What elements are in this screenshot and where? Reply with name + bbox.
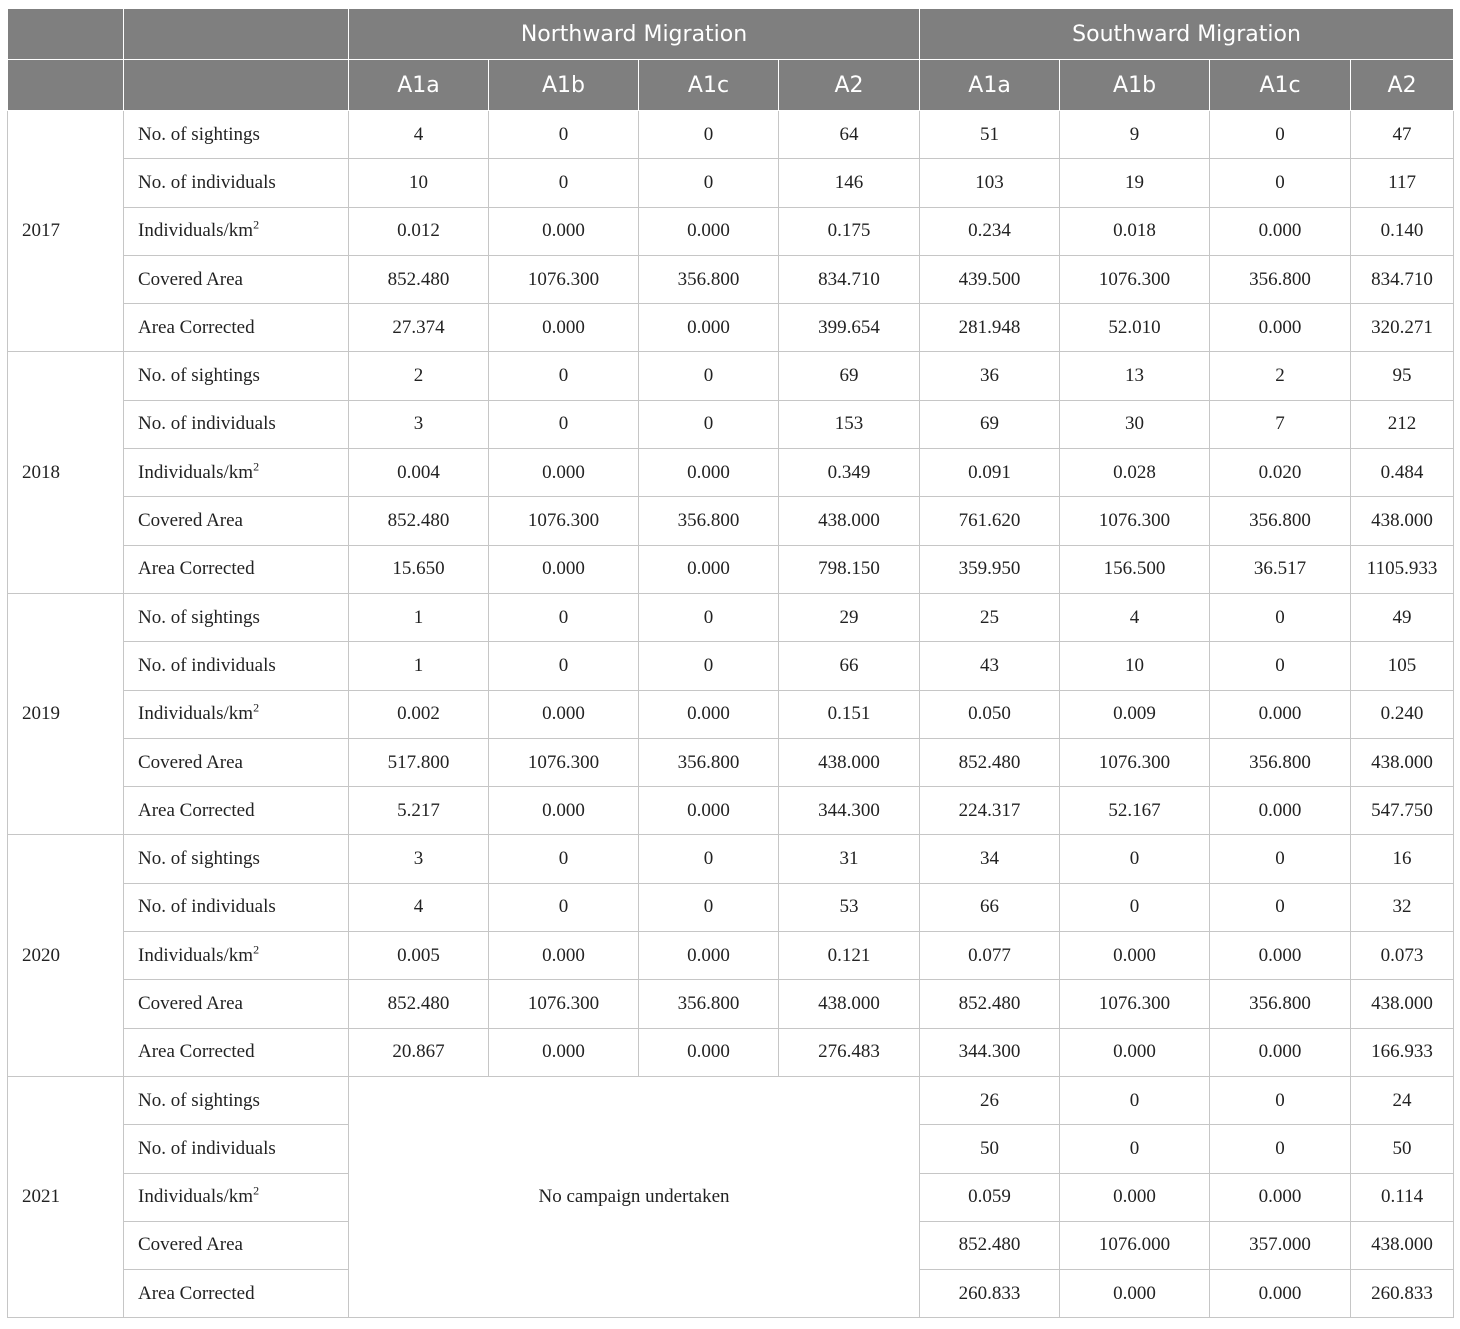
value-cell: 0 (489, 159, 639, 207)
value-cell: 0.002 (349, 690, 489, 738)
value-cell: 356.800 (1210, 980, 1351, 1028)
value-cell: 0.000 (489, 545, 639, 593)
value-cell: 0.000 (639, 1028, 779, 1076)
metric-label: Covered Area (124, 255, 349, 303)
year-cell: 2021 (8, 1076, 124, 1317)
value-cell: 438.000 (1351, 1221, 1454, 1269)
value-cell: 276.483 (779, 1028, 920, 1076)
year-cell: 2017 (8, 111, 124, 352)
value-cell: 27.374 (349, 304, 489, 352)
metric-label: Area Corrected (124, 1028, 349, 1076)
value-cell: 260.833 (1351, 1270, 1454, 1318)
value-cell: 0 (489, 593, 639, 641)
metric-label: No. of sightings (124, 1076, 349, 1124)
year-cell: 2020 (8, 835, 124, 1076)
metric-label: No. of sightings (124, 352, 349, 400)
value-cell: 0.000 (1060, 1270, 1210, 1318)
value-cell: 15.650 (349, 545, 489, 593)
value-cell: 0.000 (639, 449, 779, 497)
header-north-a2: A2 (779, 60, 920, 111)
table-row (8, 1028, 1454, 1076)
value-cell: 852.480 (349, 497, 489, 545)
metric-label (124, 932, 349, 980)
value-cell: 356.800 (639, 738, 779, 786)
metric-label (124, 449, 349, 497)
metric-label: No. of individuals (124, 1125, 349, 1173)
value-cell: 0.077 (920, 932, 1060, 980)
metric-label: Covered Area (124, 497, 349, 545)
metric-label-superscript: 2 (253, 459, 260, 474)
table-row (8, 932, 1454, 980)
value-cell: 10 (1060, 642, 1210, 690)
value-cell: 0.000 (1210, 207, 1351, 255)
value-cell: 798.150 (779, 545, 920, 593)
metric-label-text: Individuals/km (138, 703, 254, 725)
header-south-a1b: A1b (1060, 60, 1210, 111)
value-cell: 0 (1060, 1076, 1210, 1124)
metric-label-superscript: 2 (253, 217, 260, 232)
header-row-groups (8, 9, 1454, 60)
value-cell: 69 (779, 352, 920, 400)
table-row (8, 835, 1454, 883)
metric-label: No. of sightings (124, 111, 349, 159)
value-cell: 103 (920, 159, 1060, 207)
header-north-a1c: A1c (639, 60, 779, 111)
value-cell: 0.000 (489, 1028, 639, 1076)
value-cell: 36.517 (1210, 545, 1351, 593)
value-cell: 0.000 (489, 449, 639, 497)
header-north-a1b: A1b (489, 60, 639, 111)
value-cell: 0.140 (1351, 207, 1454, 255)
table-row (8, 883, 1454, 931)
value-cell: 0.000 (1060, 932, 1210, 980)
value-cell: 0.000 (639, 304, 779, 352)
value-cell: 47 (1351, 111, 1454, 159)
value-cell: 1076.300 (1060, 255, 1210, 303)
value-cell: 0.073 (1351, 932, 1454, 980)
value-cell: 0 (639, 883, 779, 931)
value-cell: 0.059 (920, 1173, 1060, 1221)
value-cell: 0 (1210, 1125, 1351, 1173)
metric-label: Covered Area (124, 980, 349, 1028)
value-cell: 66 (779, 642, 920, 690)
value-cell: 0 (639, 400, 779, 448)
value-cell: 0.000 (639, 545, 779, 593)
value-cell: 0.175 (779, 207, 920, 255)
value-cell: 0.234 (920, 207, 1060, 255)
value-cell: 0 (1210, 593, 1351, 641)
value-cell: 547.750 (1351, 787, 1454, 835)
value-cell: 344.300 (920, 1028, 1060, 1076)
table-row (8, 255, 1454, 303)
value-cell: 0.121 (779, 932, 920, 980)
value-cell: 0 (639, 593, 779, 641)
header-south-a2: A2 (1351, 60, 1454, 111)
value-cell: 50 (1351, 1125, 1454, 1173)
value-cell: 1076.300 (1060, 980, 1210, 1028)
value-cell: 24 (1351, 1076, 1454, 1124)
value-cell: 153 (779, 400, 920, 448)
value-cell: 4 (349, 883, 489, 931)
value-cell: 69 (920, 400, 1060, 448)
value-cell: 4 (349, 111, 489, 159)
header-empty-year (8, 9, 124, 60)
value-cell: 51 (920, 111, 1060, 159)
no-campaign-note: No campaign undertaken (349, 1076, 920, 1317)
value-cell: 0.000 (1210, 787, 1351, 835)
metric-label: No. of individuals (124, 642, 349, 690)
value-cell: 0.000 (1060, 1028, 1210, 1076)
value-cell: 0 (1060, 835, 1210, 883)
value-cell: 0.000 (489, 787, 639, 835)
value-cell: 260.833 (920, 1270, 1060, 1318)
table-row (8, 642, 1454, 690)
value-cell: 95 (1351, 352, 1454, 400)
value-cell: 0.000 (1210, 1270, 1351, 1318)
value-cell: 0 (1210, 835, 1351, 883)
value-cell: 834.710 (1351, 255, 1454, 303)
value-cell: 0 (489, 642, 639, 690)
value-cell: 105 (1351, 642, 1454, 690)
value-cell: 117 (1351, 159, 1454, 207)
value-cell: 0 (1060, 1125, 1210, 1173)
table-row (8, 159, 1454, 207)
header-empty-year (8, 60, 124, 111)
table-header (8, 9, 1454, 111)
metric-label: Area Corrected (124, 787, 349, 835)
year-cell: 2018 (8, 352, 124, 593)
metric-label (124, 207, 349, 255)
value-cell: 281.948 (920, 304, 1060, 352)
value-cell: 50 (920, 1125, 1060, 1173)
value-cell: 852.480 (349, 980, 489, 1028)
value-cell: 0 (639, 835, 779, 883)
value-cell: 0 (489, 111, 639, 159)
value-cell: 438.000 (779, 980, 920, 1028)
value-cell: 438.000 (1351, 980, 1454, 1028)
value-cell: 1 (349, 642, 489, 690)
value-cell: 36 (920, 352, 1060, 400)
value-cell: 344.300 (779, 787, 920, 835)
value-cell: 356.800 (639, 980, 779, 1028)
metric-label: Area Corrected (124, 304, 349, 352)
header-northward: Northward Migration (349, 9, 920, 60)
value-cell: 2 (1210, 352, 1351, 400)
value-cell: 0.349 (779, 449, 920, 497)
migration-table (7, 8, 1454, 1318)
metric-label: No. of sightings (124, 835, 349, 883)
value-cell: 438.000 (779, 738, 920, 786)
value-cell: 3 (349, 835, 489, 883)
value-cell: 1076.300 (489, 255, 639, 303)
table-row (8, 304, 1454, 352)
value-cell: 0.000 (639, 207, 779, 255)
value-cell: 0 (1210, 883, 1351, 931)
value-cell: 320.271 (1351, 304, 1454, 352)
value-cell: 0 (1060, 883, 1210, 931)
value-cell: 1105.933 (1351, 545, 1454, 593)
value-cell: 2 (349, 352, 489, 400)
value-cell: 1076.000 (1060, 1221, 1210, 1269)
value-cell: 0 (639, 642, 779, 690)
value-cell: 1076.300 (489, 497, 639, 545)
metric-label: No. of individuals (124, 883, 349, 931)
value-cell: 356.800 (1210, 255, 1351, 303)
value-cell: 52.010 (1060, 304, 1210, 352)
value-cell: 0.000 (1210, 932, 1351, 980)
value-cell: 852.480 (349, 255, 489, 303)
value-cell: 0.028 (1060, 449, 1210, 497)
table-row (8, 1076, 1454, 1124)
value-cell: 0 (1210, 642, 1351, 690)
metric-label: Covered Area (124, 738, 349, 786)
value-cell: 0.240 (1351, 690, 1454, 738)
value-cell: 0 (489, 883, 639, 931)
value-cell: 356.800 (639, 497, 779, 545)
value-cell: 0.151 (779, 690, 920, 738)
header-row-areas (8, 60, 1454, 111)
table-row (8, 593, 1454, 641)
value-cell: 438.000 (779, 497, 920, 545)
value-cell: 852.480 (920, 738, 1060, 786)
value-cell: 0.000 (489, 690, 639, 738)
value-cell: 356.800 (1210, 497, 1351, 545)
metric-label-text: Individuals/km (138, 1186, 254, 1208)
metric-label-text: Individuals/km (138, 461, 254, 483)
value-cell: 439.500 (920, 255, 1060, 303)
value-cell: 20.867 (349, 1028, 489, 1076)
metric-label: No. of individuals (124, 400, 349, 448)
value-cell: 0.012 (349, 207, 489, 255)
value-cell: 852.480 (920, 1221, 1060, 1269)
metric-label (124, 1173, 349, 1221)
table-row (8, 400, 1454, 448)
value-cell: 1076.300 (1060, 738, 1210, 786)
value-cell: 4 (1060, 593, 1210, 641)
value-cell: 0.000 (1210, 304, 1351, 352)
value-cell: 3 (349, 400, 489, 448)
value-cell: 31 (779, 835, 920, 883)
value-cell: 0 (1210, 111, 1351, 159)
value-cell: 0.000 (1060, 1173, 1210, 1221)
value-cell: 9 (1060, 111, 1210, 159)
value-cell: 0.000 (1210, 1173, 1351, 1221)
value-cell: 30 (1060, 400, 1210, 448)
header-south-a1c: A1c (1210, 60, 1351, 111)
metric-label-superscript: 2 (253, 1183, 260, 1198)
value-cell: 7 (1210, 400, 1351, 448)
table-row (8, 690, 1454, 738)
value-cell: 0.000 (489, 304, 639, 352)
table-body (8, 111, 1454, 1318)
header-north-a1a: A1a (349, 60, 489, 111)
value-cell: 0 (489, 352, 639, 400)
value-cell: 1076.300 (1060, 497, 1210, 545)
value-cell: 1076.300 (489, 738, 639, 786)
value-cell: 852.480 (920, 980, 1060, 1028)
metric-label: Area Corrected (124, 1270, 349, 1318)
value-cell: 10 (349, 159, 489, 207)
value-cell: 0.000 (639, 932, 779, 980)
value-cell: 43 (920, 642, 1060, 690)
value-cell: 32 (1351, 883, 1454, 931)
metric-label: Area Corrected (124, 545, 349, 593)
value-cell: 64 (779, 111, 920, 159)
value-cell: 224.317 (920, 787, 1060, 835)
value-cell: 146 (779, 159, 920, 207)
value-cell: 0 (639, 159, 779, 207)
value-cell: 13 (1060, 352, 1210, 400)
value-cell: 0.018 (1060, 207, 1210, 255)
value-cell: 0 (489, 400, 639, 448)
metric-label: No. of individuals (124, 159, 349, 207)
value-cell: 29 (779, 593, 920, 641)
value-cell: 0 (1210, 159, 1351, 207)
value-cell: 0.020 (1210, 449, 1351, 497)
value-cell: 16 (1351, 835, 1454, 883)
table-row (8, 352, 1454, 400)
value-cell: 19 (1060, 159, 1210, 207)
table-row (8, 207, 1454, 255)
value-cell: 834.710 (779, 255, 920, 303)
value-cell: 356.800 (1210, 738, 1351, 786)
value-cell: 0.000 (1210, 1028, 1351, 1076)
value-cell: 1 (349, 593, 489, 641)
value-cell: 0.005 (349, 932, 489, 980)
value-cell: 0 (489, 835, 639, 883)
value-cell: 517.800 (349, 738, 489, 786)
value-cell: 438.000 (1351, 497, 1454, 545)
value-cell: 0.009 (1060, 690, 1210, 738)
value-cell: 438.000 (1351, 738, 1454, 786)
value-cell: 26 (920, 1076, 1060, 1124)
header-empty-metric (124, 60, 349, 111)
value-cell: 0.050 (920, 690, 1060, 738)
table-row (8, 497, 1454, 545)
value-cell: 0.091 (920, 449, 1060, 497)
value-cell: 356.800 (639, 255, 779, 303)
table-row (8, 980, 1454, 1028)
value-cell: 34 (920, 835, 1060, 883)
table-row (8, 787, 1454, 835)
value-cell: 49 (1351, 593, 1454, 641)
value-cell: 0 (639, 352, 779, 400)
value-cell: 52.167 (1060, 787, 1210, 835)
header-south-a1a: A1a (920, 60, 1060, 111)
metric-label-superscript: 2 (253, 942, 260, 957)
value-cell: 761.620 (920, 497, 1060, 545)
value-cell: 66 (920, 883, 1060, 931)
metric-label-superscript: 2 (253, 700, 260, 715)
header-southward: Southward Migration (920, 9, 1454, 60)
value-cell: 53 (779, 883, 920, 931)
value-cell: 0 (639, 111, 779, 159)
value-cell: 1076.300 (489, 980, 639, 1028)
value-cell: 25 (920, 593, 1060, 641)
metric-label: Covered Area (124, 1221, 349, 1269)
header-empty-metric (124, 9, 349, 60)
value-cell: 359.950 (920, 545, 1060, 593)
value-cell: 0.114 (1351, 1173, 1454, 1221)
value-cell: 357.000 (1210, 1221, 1351, 1269)
metric-label-text: Individuals/km (138, 220, 254, 242)
value-cell: 5.217 (349, 787, 489, 835)
table-row (8, 738, 1454, 786)
value-cell: 212 (1351, 400, 1454, 448)
value-cell: 156.500 (1060, 545, 1210, 593)
value-cell: 166.933 (1351, 1028, 1454, 1076)
year-cell: 2019 (8, 593, 124, 834)
value-cell: 0 (1210, 1076, 1351, 1124)
value-cell: 0.484 (1351, 449, 1454, 497)
table-row (8, 111, 1454, 159)
table-row (8, 545, 1454, 593)
value-cell: 0.000 (489, 932, 639, 980)
value-cell: 0.000 (639, 787, 779, 835)
table-row (8, 449, 1454, 497)
value-cell: 0.004 (349, 449, 489, 497)
metric-label-text: Individuals/km (138, 944, 254, 966)
value-cell: 0.000 (1210, 690, 1351, 738)
metric-label (124, 690, 349, 738)
value-cell: 0.000 (639, 690, 779, 738)
metric-label: No. of sightings (124, 593, 349, 641)
value-cell: 399.654 (779, 304, 920, 352)
value-cell: 0.000 (489, 207, 639, 255)
